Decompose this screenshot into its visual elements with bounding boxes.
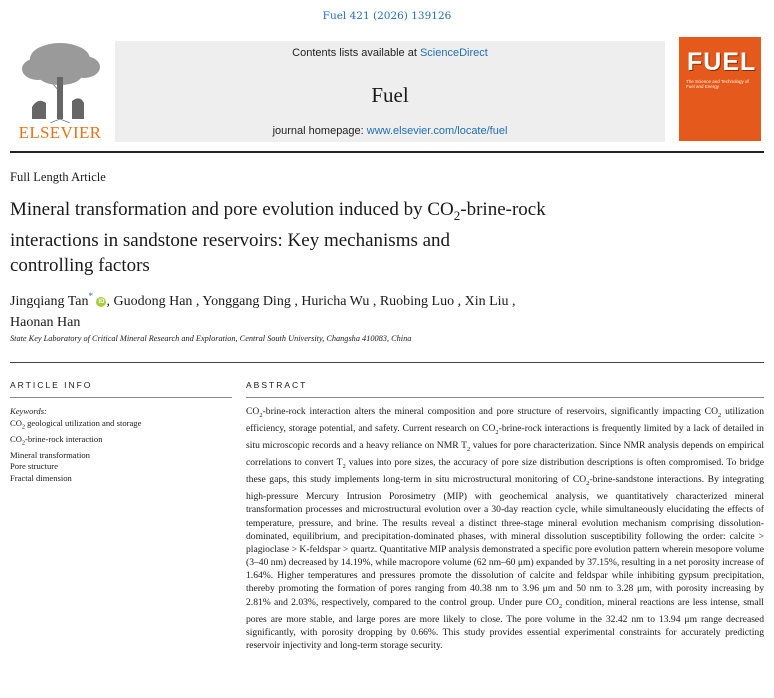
title-line: controlling factors xyxy=(10,254,150,276)
cover-subtitle: The Science and Technology of Fuel and Energy xyxy=(686,79,749,89)
keywords-label: Keywords: xyxy=(10,406,47,416)
abstract-body xyxy=(246,405,764,652)
author-link[interactable]: Haonan Han xyxy=(10,315,81,330)
abstract-paragraph: $CO_2-brine$-rock interaction alters the mineral composition and pore structure of reservoirs, significantly impacting $CO_2$ utilization efficiency, storage potential, and safety. Current research on $CO_2-brine$-rock interactions is frequently limited by a lack of detailed in situ microscopic records and a heavy reliance on NMR $T_2$ values for pore characterization. Since NMR analysis depends on empirical correlations to convert $T_2$ values into pore sizes, the accuracy of pore size distribution descriptions is often compromised. To bridge these gaps, this study implements long-term in situ microstructural monitoring of $CO_2-brine$-sandstone interactions. By integrating high-pressure Mercury Intrusion Porosimetry (MIP) with geochemical analysis, we quantitatively characterized mineral transformation processes and microstructural evolution over a 30-day reaction cycle, while simultaneously elucidating the effects of temperature, pressure, and brine. The results reveal a distinct three-stage mineral evolution mechanism comprising dissolution-dominated, equilibrium, and precipitation-dominated phases, with mineral dissolution susceptibility following the order: calcite > plagioclase > K-feldspar > quartz. Quantitative MIP analysis demonstrated a specific pore evolution pattern wherein mesopore volume (3–40 nm) decreased by 14.19%, while macropore volume (62 nm–60 μm) expanded by 37.15%, resulting in a net porosity increase of 1.64%. Higher temperatures and pressures promote the dissolution of calcite and feldspar while inhibiting gypsum precipitation, thereby promoting the formation of pores ranging from 40.38 nm to 3.96 μm and 50 nm to 3.28 μm, with porosity increasing by 2.81% and 2.03%, respectively, compared to the control group. Under pure $CO_2$ condition, mineral reactions are less intense, small pores are more stable, and large pores are more likely to close. The pore volume in the 32.42 nm to 13.94 μm range decreased significantly, with porosity dropping by 0.66%. This study provides essential experimental constraints for accurately predicting reservoir injectivity and long-term storage security. xyxy=(246,406,765,651)
homepage-line xyxy=(115,125,665,137)
keywords-section xyxy=(10,406,235,484)
sciencedirect-link[interactable]: ScienceDirect xyxy=(419,47,488,59)
author-list xyxy=(10,286,710,333)
title-subscript: 2 xyxy=(453,207,461,223)
keyword-item[interactable]: $CO_2$ geological utilization and storage xyxy=(10,417,142,431)
article-info-divider xyxy=(10,397,232,398)
cover-title: FUEL xyxy=(687,48,757,76)
abstract-divider xyxy=(246,397,764,398)
article-type: Full Length Article xyxy=(10,170,106,184)
contents-line xyxy=(115,47,665,59)
corresponding-author-mark[interactable]: * xyxy=(88,291,93,301)
article-title xyxy=(10,197,690,278)
journal-banner xyxy=(115,41,665,142)
keyword-item[interactable]: Mineral transformation xyxy=(10,449,90,460)
journal-header xyxy=(10,37,764,145)
elsevier-tree-icon xyxy=(10,37,110,123)
journal-name: Fuel xyxy=(371,83,409,107)
publisher-name: ELSEVIER xyxy=(18,123,102,142)
author-links[interactable]: , Guodong Han , Yonggang Ding , Huricha Wu , Ruobing Luo , Xin Liu , xyxy=(106,294,516,309)
affiliation: State Key Laboratory of Critical Mineral Research and Exploration, Central South University, Changsha 410083, China xyxy=(10,334,412,343)
abstract-heading: ABSTRACT xyxy=(246,380,308,390)
title-part: Mineral transformation and pore evolution induced by CO xyxy=(10,199,454,220)
homepage-prefix: journal homepage: xyxy=(272,125,367,137)
affiliation-divider xyxy=(10,362,764,363)
header-divider xyxy=(10,151,764,153)
journal-homepage-link[interactable]: www.elsevier.com/locate/fuel xyxy=(366,125,508,137)
keyword-item[interactable]: $CO_2-brine$-rock interaction xyxy=(10,433,103,447)
keyword-item[interactable]: Pore structure xyxy=(10,461,58,472)
journal-cover-thumbnail[interactable] xyxy=(679,37,761,141)
contents-prefix: Contents lists available at xyxy=(292,47,420,59)
title-part: -brine-rock xyxy=(460,199,546,220)
keyword-item[interactable]: Fractal dimension xyxy=(10,472,72,483)
journal-reference[interactable]: Fuel 421 (2026) 139126 xyxy=(322,10,452,22)
elsevier-logo[interactable] xyxy=(10,37,110,145)
title-line: interactions in sandstone reservoirs: Key mechanisms and xyxy=(10,229,451,251)
orcid-icon[interactable]: iD xyxy=(98,299,105,305)
author-link[interactable]: Jingqiang Tan xyxy=(10,294,89,309)
article-info-heading: ARTICLE INFO xyxy=(10,380,93,390)
